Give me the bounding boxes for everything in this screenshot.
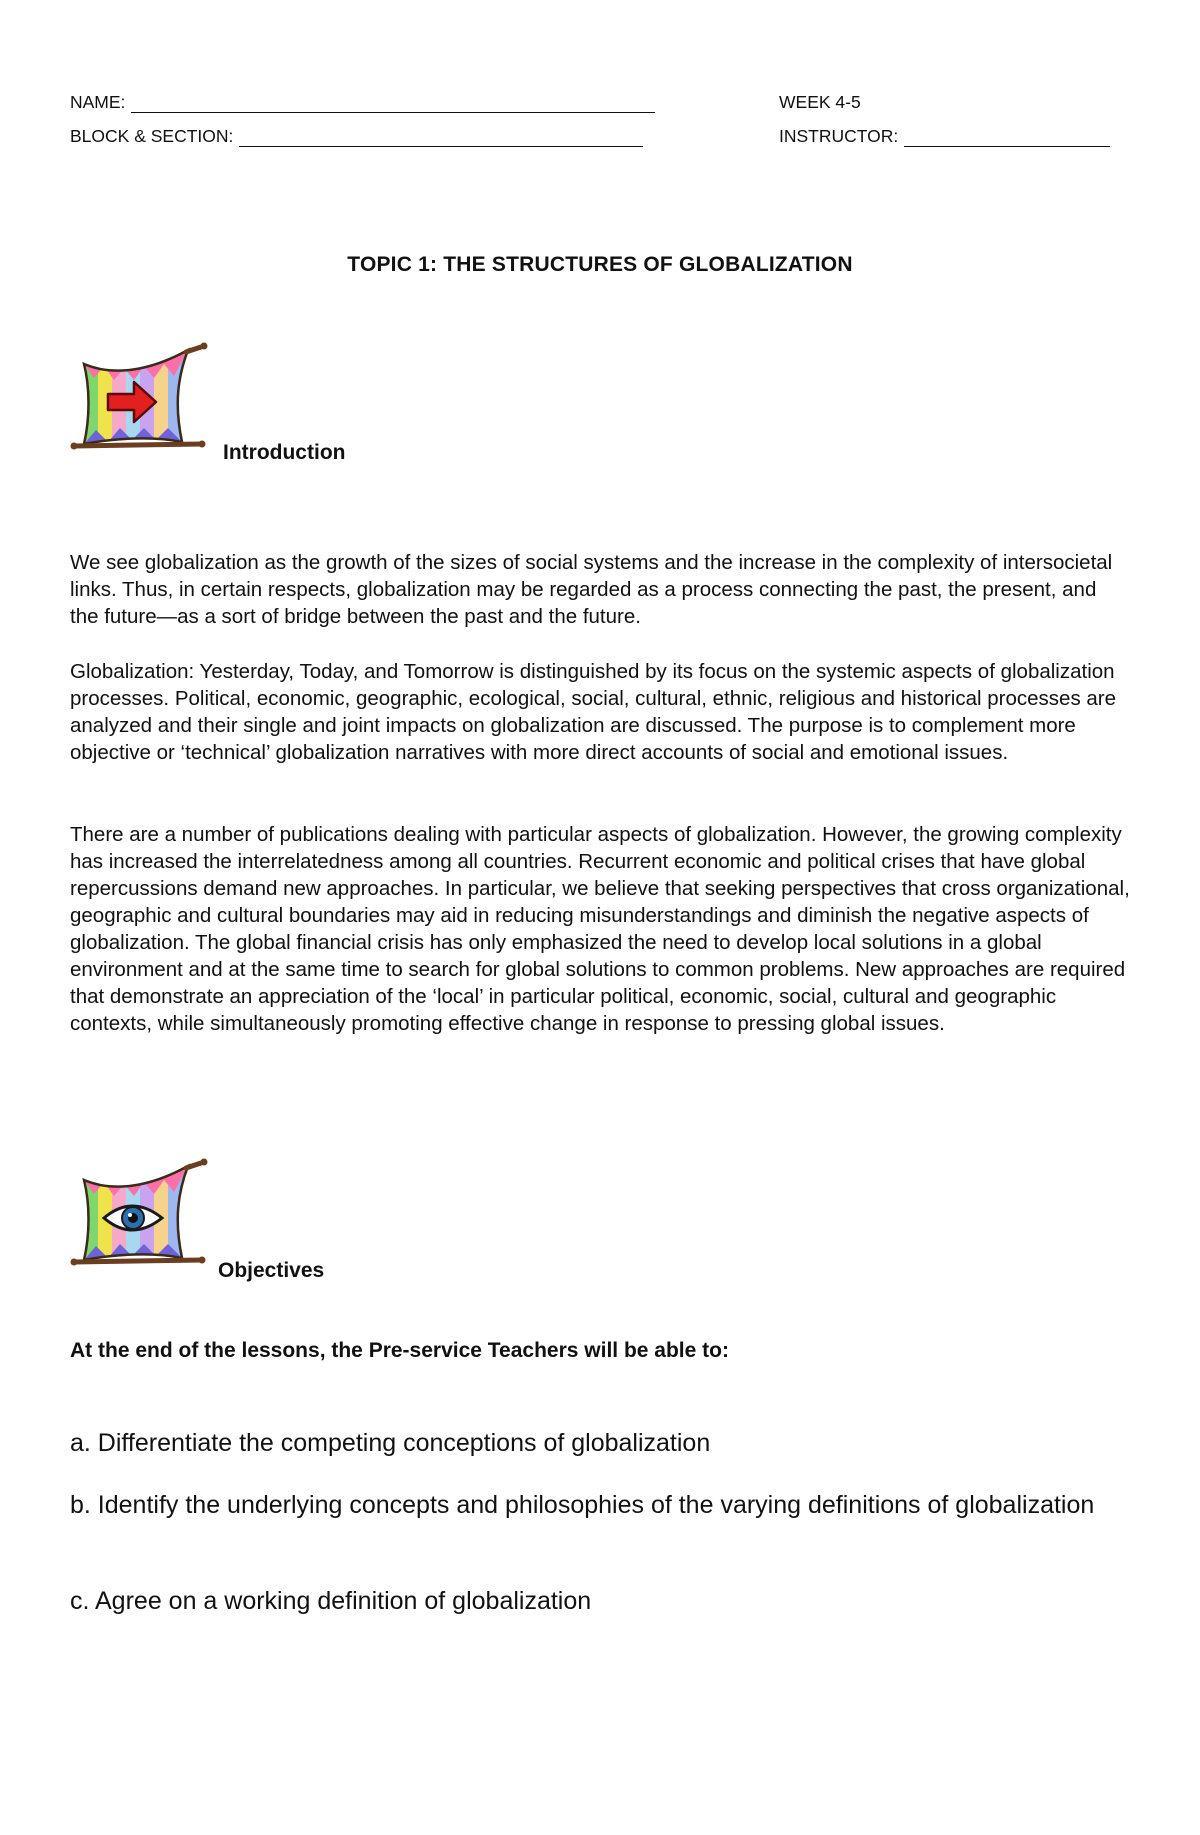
intro-paragraph-3: There are a number of publications dealing with particular aspects of globalization. However, the growing complexity has increased the interrelatedness among all countries. Recurrent economic and political crises that have global repercussions demand new approaches. In particular, we believe that seeking perspectives that cross organizational, geographic and cultural boundaries may aid in reducing misunderstandings and diminish the negative aspects of globalization. The global financial crisis has only emphasized the need to develop local solutions in a global environment and at the same time to search for global solutions to common problems. New approaches are required that demonstrate an appreciation of the ‘local’ in particular political, economic, social, cultural and geographic contexts, while simultaneously promoting effective change in response to pressing global issues.: [70, 823, 1130, 1035]
instructor-label: INSTRUCTOR:: [779, 126, 899, 146]
eye-banner-icon: [70, 1158, 210, 1278]
objective-item-a: a. Differentiate the competing conceptions of globalization: [70, 1429, 711, 1457]
instructor-blank-line[interactable]: [904, 128, 1110, 147]
introduction-heading: Introduction: [223, 441, 346, 464]
block-section-blank-line[interactable]: [239, 128, 643, 147]
objectives-lead: At the end of the lessons, the Pre-service Teachers will be able to:: [70, 1339, 729, 1362]
intro-paragraph-2: Globalization: Yesterday, Today, and Tomorrow is distinguished by its focus on the systemic aspects of globalization processes. Political, economic, geographic, ecological, social, cultural, ethnic, religious and historical processes are analyzed and their single and joint impacts on globalization are discussed. The purpose is to complement more objective or ‘technical’ globalization narratives with more direct accounts of social and emotional issues.: [70, 660, 1117, 764]
block-section-field: [70, 126, 643, 147]
intro-paragraph-1: We see globalization as the growth of the sizes of social systems and the increase in the complexity of intersocietal links. Thus, in certain respects, globalization may be regarded as a process connecting the past, the present, and the future—as a sort of bridge between the past and the future.: [70, 551, 1113, 628]
objectives-heading: Objectives: [218, 1259, 325, 1282]
block-section-label: BLOCK & SECTION:: [70, 126, 234, 146]
week-field: [779, 92, 861, 113]
name-blank-line[interactable]: [131, 94, 655, 113]
name-field: [70, 92, 655, 113]
topic-title: TOPIC 1: THE STRUCTURES OF GLOBALIZATION: [347, 253, 853, 276]
arrow-banner-icon: [70, 342, 210, 462]
instructor-field: [779, 126, 1110, 147]
objective-item-c: c. Agree on a working definition of globalization: [70, 1587, 592, 1615]
week-label: WEEK 4-5: [779, 92, 861, 112]
objective-item-b: b. Identify the underlying concepts and philosophies of the varying definitions of globalization: [70, 1491, 1095, 1519]
name-label: NAME:: [70, 92, 126, 112]
